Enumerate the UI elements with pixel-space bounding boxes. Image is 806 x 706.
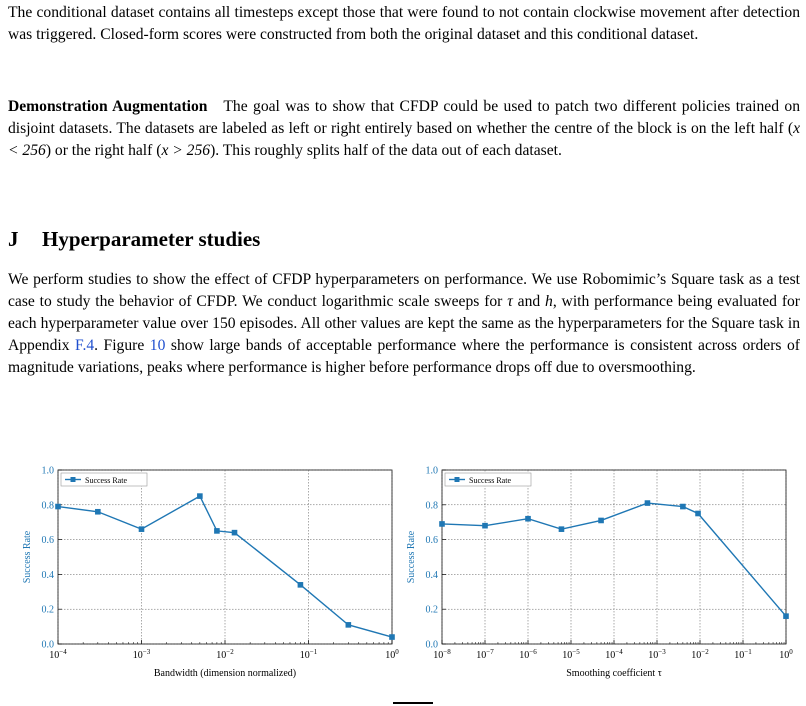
y-tick-label: 0.8 (425, 500, 438, 512)
chart-bandwidth (12, 458, 402, 693)
x-tick-label: $10^{-6}$ (519, 648, 537, 661)
x-tick-label: $10^{-2}$ (216, 648, 234, 661)
y-tick-label: 0.6 (41, 535, 54, 547)
data-point (439, 521, 445, 527)
data-point (95, 509, 101, 515)
x-tick-label: $10^{-4}$ (49, 648, 67, 661)
paragraph-text: ). This roughly splits half of the data out of each dataset. (210, 142, 562, 159)
paragraph-text: The goal was to show that CFDP could be used to patch two different policies trained on disjoint datasets. The datasets are labeled as left or right entirely based on whether the centre of the block is on the left half ( (8, 98, 800, 137)
y-tick-label: 0.8 (41, 500, 54, 512)
x-tick-label: $10^{-5}$ (562, 648, 580, 661)
paragraph-text: , with performance being evaluated for each hyperparameter value over 150 episodes. All other values are kept the same as the hyperparameters for the Square task in Appendix (8, 293, 800, 354)
paragraph-text: The conditional dataset contains all timesteps except those that were found to not contain clockwise movement after detection was triggered. Closed-form scores were constructed from both the original dataset and this conditional dataset. (8, 4, 800, 43)
legend-marker (71, 477, 76, 482)
legend-label: Success Rate (469, 476, 511, 485)
section-heading (8, 226, 260, 252)
y-tick-label: 1.0 (41, 465, 54, 477)
data-point (598, 518, 604, 524)
data-point (525, 516, 531, 522)
data-point (645, 500, 651, 506)
chart-bandwidth-svg (12, 458, 402, 688)
y-tick-label: 0.4 (425, 569, 438, 581)
data-point (559, 526, 565, 532)
data-point (139, 526, 145, 532)
figure-link[interactable]: 10 (149, 337, 166, 354)
paragraph-text: show large bands of acceptable performance where the performance is consistent across orders of magnitude variations, peaks where performance is higher before performance drops off due to oversmoothing. (8, 337, 800, 376)
math-inline: τ (507, 293, 513, 310)
x-axis-label: Bandwidth (dimension normalized) (153, 668, 297, 679)
section-number: J (8, 227, 19, 251)
x-tick-label: $10^{-3}$ (648, 648, 666, 661)
page-rule (393, 702, 433, 704)
paragraph-text: and (512, 293, 546, 310)
section-title: Hyperparameter studies (42, 227, 261, 251)
math-inline: x < 256 (8, 120, 800, 159)
data-point (482, 523, 488, 529)
x-tick-label: $10^0$ (385, 648, 399, 661)
legend-marker (455, 477, 460, 482)
data-point (298, 582, 304, 588)
y-tick-label: 0.6 (425, 535, 438, 547)
data-point (389, 634, 395, 640)
y-tick-label: 0.0 (41, 639, 54, 651)
x-tick-label: $10^{-3}$ (132, 648, 151, 661)
data-point (232, 530, 238, 536)
x-axis-label: Smoothing coefficient τ (566, 668, 662, 679)
x-tick-label: $10^{-8}$ (433, 648, 451, 661)
y-axis-label: Success Rate (22, 530, 33, 584)
y-tick-label: 0.2 (41, 604, 54, 616)
paragraph-text: We perform studies to show the effect of CFDP hyperparameters on performance. We use Robomimic’s Square task as a test case to study the behavior of CFDP. We conduct logarithmic scale sweeps for (8, 271, 800, 310)
x-tick-label: $10^0$ (779, 648, 793, 661)
paragraph-text: ) or the right half ( (45, 142, 162, 159)
x-tick-label: $10^{-2}$ (691, 648, 709, 661)
appendix-link[interactable]: F.4 (75, 337, 95, 354)
paragraph-text: . Figure (94, 337, 150, 354)
y-tick-label: 1.0 (425, 465, 438, 477)
math-inline: h (545, 293, 553, 310)
x-tick-label: $10^{-7}$ (476, 648, 494, 661)
paragraph-conditional-dataset (8, 2, 800, 46)
data-point (783, 613, 789, 619)
math-inline: x > 256 (161, 142, 211, 159)
x-tick-label: $10^{-1}$ (734, 648, 752, 661)
data-point (197, 493, 203, 499)
x-tick-label: $10^{-1}$ (299, 648, 318, 661)
chart-smoothing (398, 458, 798, 693)
paragraph-demonstration-augmentation (8, 96, 800, 162)
run-in-heading: Demonstration Augmentation (8, 98, 208, 115)
y-tick-label: 0.2 (425, 604, 438, 616)
data-point (680, 504, 686, 510)
chart-smoothing-svg (398, 458, 798, 688)
data-point (214, 528, 220, 534)
legend-label: Success Rate (85, 476, 127, 485)
paragraph-hyperparameter-studies (8, 269, 800, 379)
y-tick-label: 0.4 (41, 569, 54, 581)
x-tick-label: $10^{-4}$ (605, 648, 623, 661)
data-point (346, 622, 352, 628)
y-axis-label: Success Rate (406, 530, 417, 584)
data-point (695, 511, 701, 517)
data-point (55, 504, 61, 510)
y-tick-label: 0.0 (425, 639, 438, 651)
